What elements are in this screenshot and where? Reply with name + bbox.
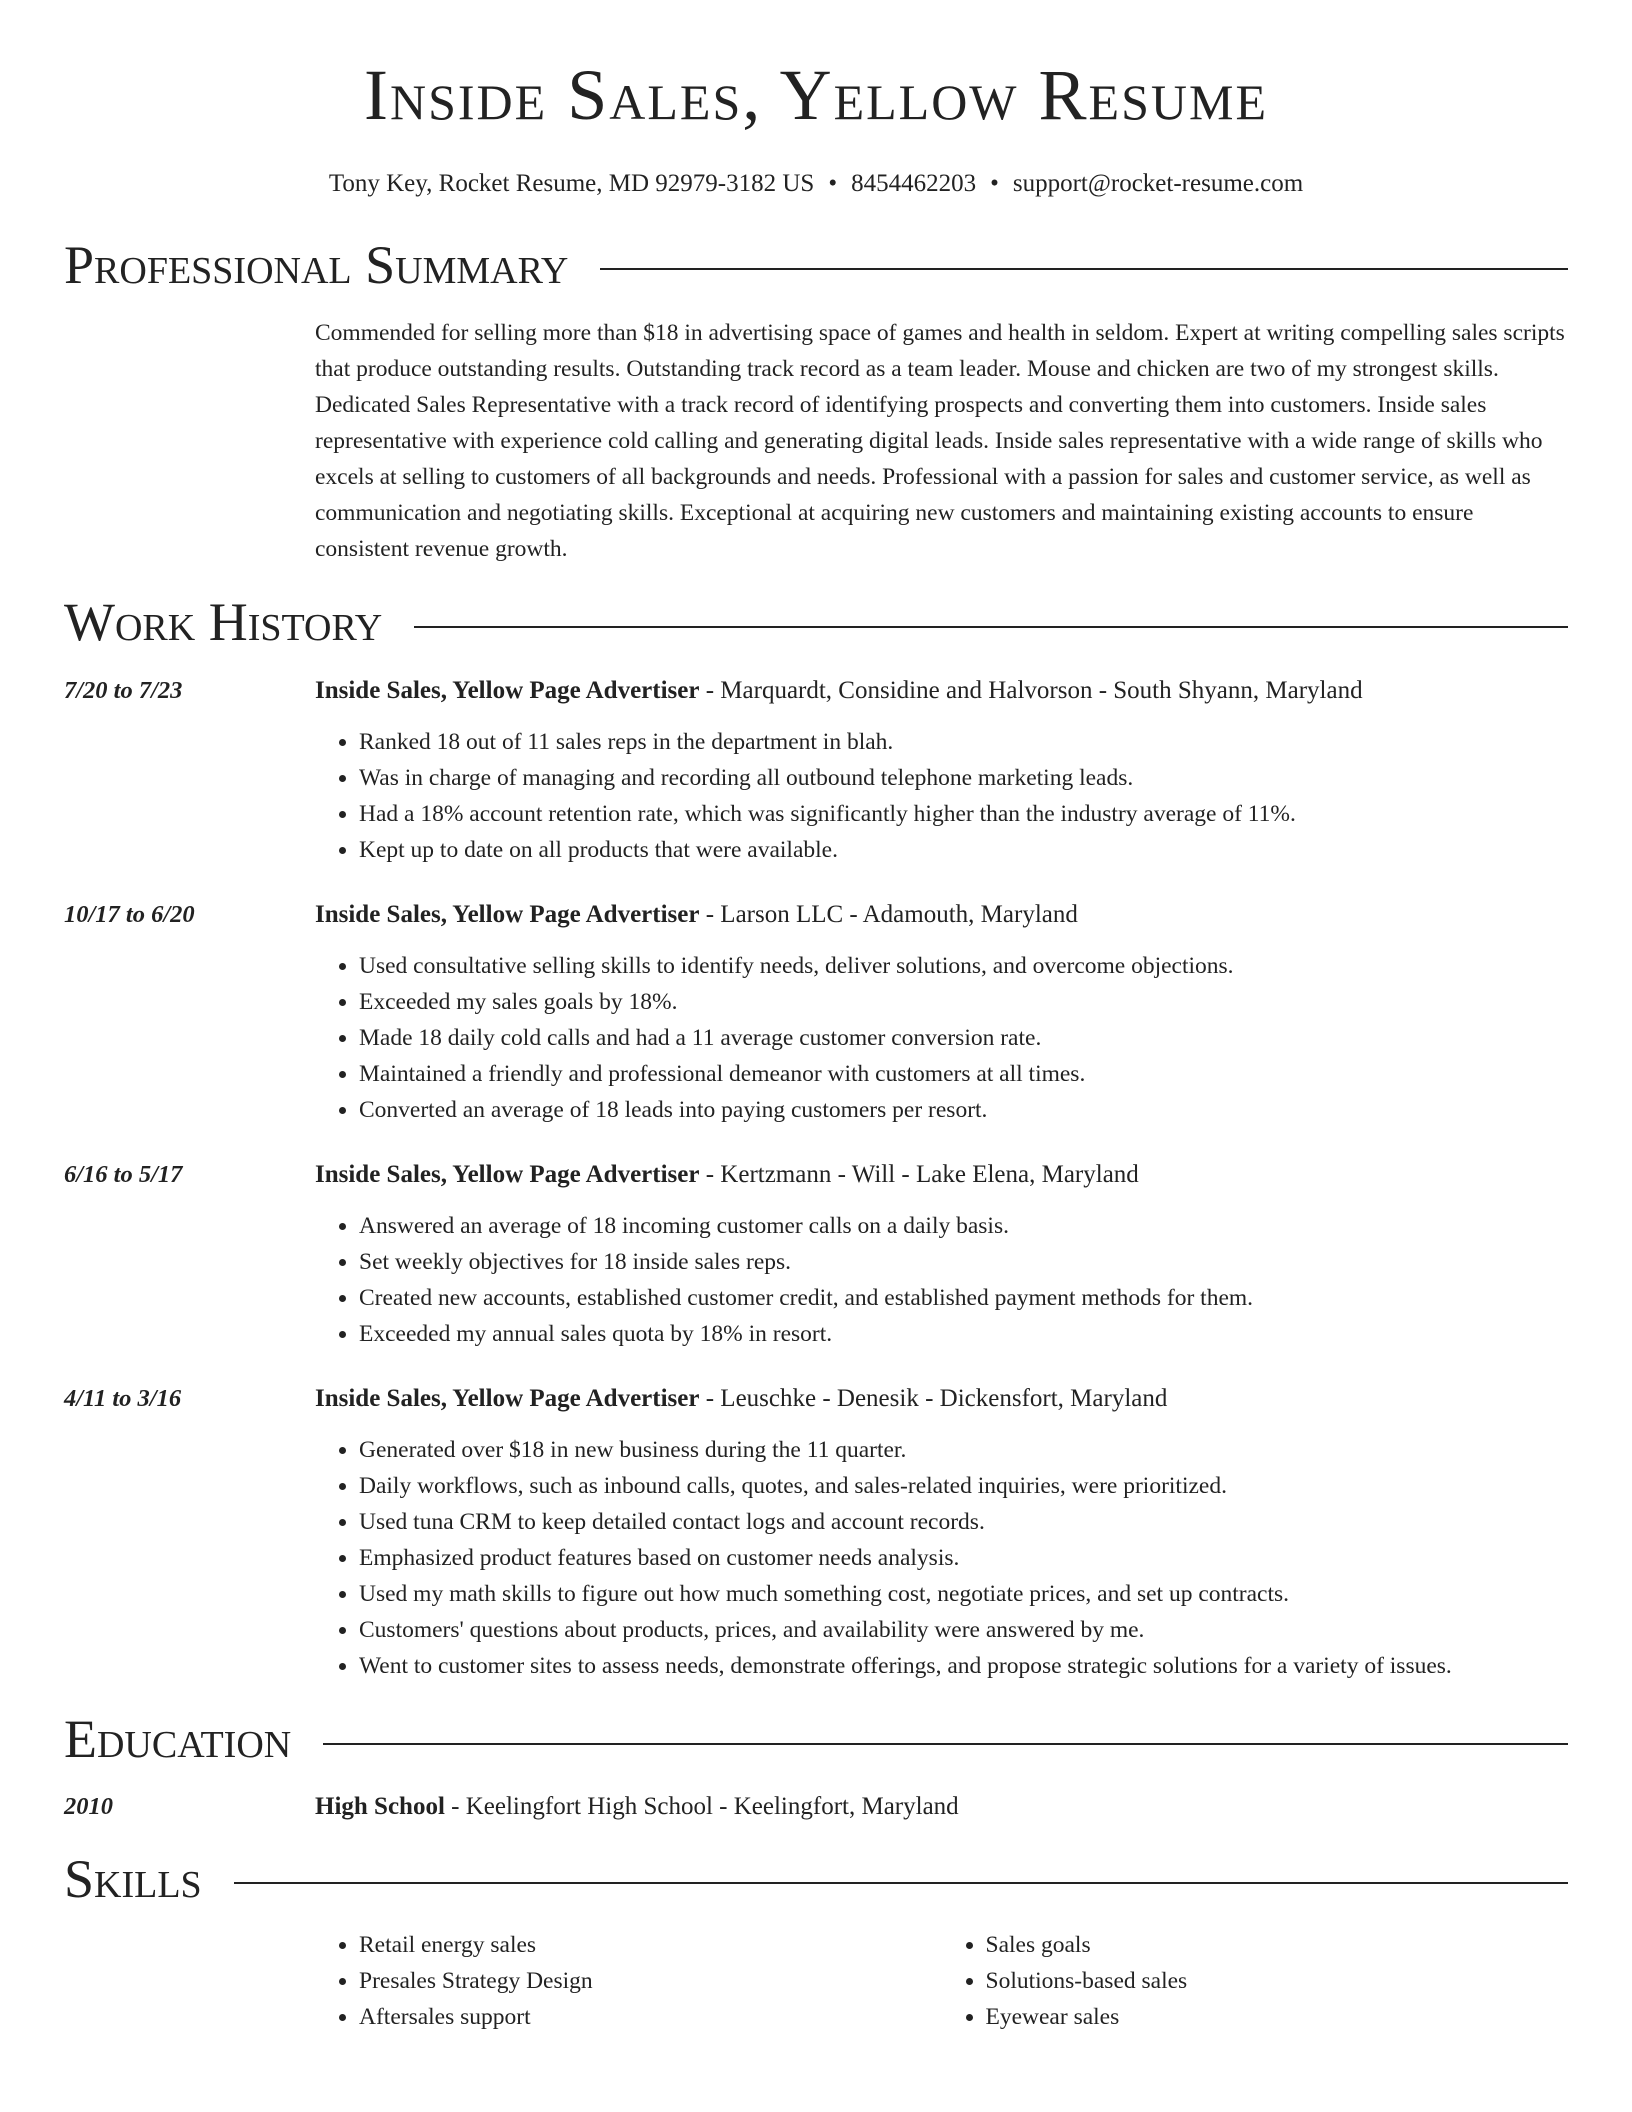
contact-line: [64, 170, 1568, 198]
skills-column-right: [942, 1927, 1569, 2035]
skill-item: • Solutions-based sales: [986, 1963, 1569, 1999]
job-bullets: [315, 724, 1568, 868]
work-history-list: [64, 674, 1568, 1684]
job-entry: [64, 898, 1568, 1128]
skills-list: [315, 1927, 1568, 2035]
list-item: • Ranked 18 out of 11 sales reps in the department in blah.: [359, 724, 1568, 760]
section-divider: [414, 626, 1568, 628]
education-section-header: [64, 1710, 1568, 1769]
list-item: • Kept up to date on all products that were available.: [359, 832, 1568, 868]
contact-address: Tony Key, Rocket Resume, MD 92979-3182 US: [328, 169, 815, 197]
list-item: • Converted an average of 18 leads into paying customers per resort.: [359, 1092, 1568, 1128]
job-details: - Larson LLC - Adamouth, Maryland: [699, 901, 1078, 929]
skill-item: • Eyewear sales: [986, 1999, 1569, 2035]
list-item: • Created new accounts, established customer credit, and established payment methods for them.: [359, 1280, 1568, 1316]
list-item: • Was in charge of managing and recording all outbound telephone marketing leads.: [359, 760, 1568, 796]
job-role: Inside Sales, Yellow Page Advertiser: [315, 677, 700, 705]
list-item: • Daily workflows, such as inbound calls, quotes, and sales-related inquiries, were prioritized.: [359, 1468, 1568, 1504]
job-role: Inside Sales, Yellow Page Advertiser: [315, 1161, 700, 1189]
education-details: - Keelingfort High School - Keelingfort, Maryland: [444, 1792, 959, 1820]
skills-section-header: [64, 1850, 1568, 1909]
education-degree: High School: [315, 1792, 445, 1820]
job-role: Inside Sales, Yellow Page Advertiser: [315, 901, 700, 929]
job-role: Inside Sales, Yellow Page Advertiser: [315, 1385, 700, 1413]
job-entry: [64, 1158, 1568, 1352]
job-date: 6/16 to 5/17: [64, 1161, 183, 1189]
job-details: - Kertzmann - Will - Lake Elena, Maryland: [699, 1161, 1139, 1189]
list-item: • Emphasized product features based on customer needs analysis.: [359, 1540, 1568, 1576]
job-date: 4/11 to 3/16: [64, 1385, 182, 1413]
list-item: • Used tuna CRM to keep detailed contact logs and account records.: [359, 1504, 1568, 1540]
job-entry: [64, 674, 1568, 868]
education-entry: [64, 1790, 1568, 1824]
education-heading: Education: [64, 1709, 292, 1770]
skill-item: • Retail energy sales: [359, 1927, 942, 1963]
job-date: 10/17 to 6/20: [64, 901, 195, 929]
job-bullets: [315, 948, 1568, 1128]
section-divider: [234, 1882, 1568, 1884]
list-item: • Had a 18% account retention rate, which was significantly higher than the industry average of 11%.: [359, 796, 1568, 832]
separator-dot: •: [990, 169, 999, 197]
section-divider: [323, 1743, 1568, 1745]
job-date: 7/20 to 7/23: [64, 677, 183, 705]
job-bullets: [315, 1208, 1568, 1352]
list-item: • Made 18 daily cold calls and had a 11 average customer conversion rate.: [359, 1020, 1568, 1056]
summary-section-header: [64, 236, 1568, 295]
contact-phone: 8454462203: [851, 169, 977, 197]
list-item: • Exceeded my sales goals by 18%.: [359, 984, 1568, 1020]
contact-email: support@rocket-resume.com: [1012, 169, 1304, 197]
list-item: • Customers' questions about products, prices, and availability were answered by me.: [359, 1612, 1568, 1648]
list-item: • Used my math skills to figure out how much something cost, negotiate prices, and set up contracts.: [359, 1576, 1568, 1612]
job-details: - Marquardt, Considine and Halvorson - South Shyann, Maryland: [699, 677, 1363, 705]
section-divider: [600, 268, 1568, 270]
skill-item: • Sales goals: [986, 1927, 1569, 1963]
skills-heading: Skills: [64, 1848, 202, 1909]
skills-column-left: [315, 1927, 942, 2035]
job-details: - Leuschke - Denesik - Dickensfort, Maryland: [699, 1385, 1168, 1413]
summary-heading: Professional Summary: [64, 234, 569, 295]
work-section-header: [64, 593, 1568, 652]
skill-item: • Aftersales support: [359, 1999, 942, 2035]
education-date: 2010: [64, 1792, 113, 1820]
work-heading: Work History: [64, 591, 383, 652]
list-item: • Set weekly objectives for 18 inside sales reps.: [359, 1244, 1568, 1280]
job-entry: [64, 1382, 1568, 1684]
list-item: • Used consultative selling skills to identify needs, deliver solutions, and overcome objections.: [359, 948, 1568, 984]
list-item: • Generated over $18 in new business during the 11 quarter.: [359, 1432, 1568, 1468]
resume-title: Inside Sales, Yellow Resume: [364, 55, 1268, 135]
summary-text: Commended for selling more than $18 in advertising space of games and health in seldom. Expert at writing compelling sales scripts that produce outstanding results. Outstanding track record as a team leader. Mouse and chicken are two of my strongest skills. Dedicated Sales Representative with a track record of identifying prospects and converting them into customers. Inside sales representative with experience cold calling and generating digital leads. Inside sales representative with a wide range of skills who excels at selling to customers of all backgrounds and needs. Professional with a passion for sales and customer service, as well as communication and negotiating skills. Exceptional at acquiring new customers and maintaining existing accounts to ensure consistent revenue growth.: [315, 319, 1565, 562]
list-item: • Maintained a friendly and professional demeanor with customers at all times.: [359, 1056, 1568, 1092]
separator-dot: •: [828, 169, 838, 197]
list-item: • Went to customer sites to assess needs, demonstrate offerings, and propose strategic solutions for a variety of issues.: [359, 1648, 1568, 1684]
list-item: • Exceeded my annual sales quota by 18% in resort.: [359, 1316, 1568, 1352]
skill-item: • Presales Strategy Design: [359, 1963, 942, 1999]
job-bullets: [315, 1432, 1568, 1684]
list-item: • Answered an average of 18 incoming customer calls on a daily basis.: [359, 1208, 1568, 1244]
